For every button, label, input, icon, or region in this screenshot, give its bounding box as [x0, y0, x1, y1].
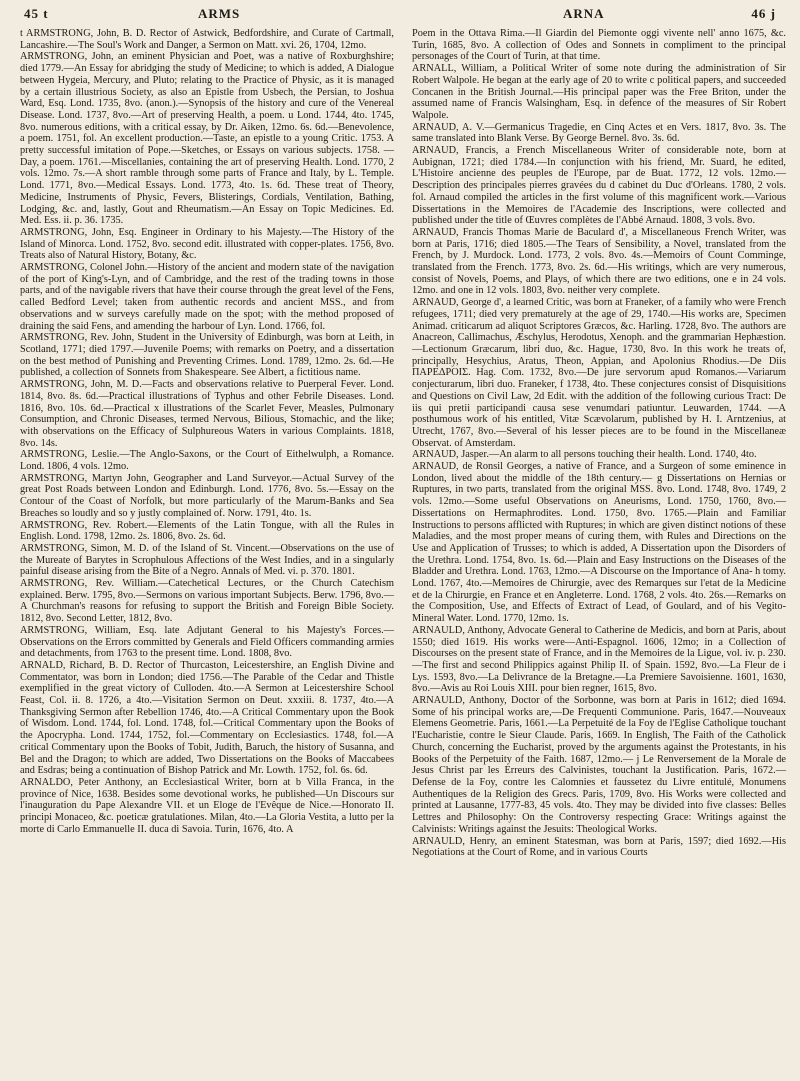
- left-column: [20, 28, 394, 836]
- entry-armstrong-colonel-john: ARMSTRONG, Colonel John.—History of the ancient and modern state of the navigation of the port of King's-Lyn, and of Cambridge, and the rest of the trading towns in those parts, and of the navigable rivers that have their course through the great level of the Fens, called Bedford Level; taken from authentic records and ancient MSS., and from observations and w surveys carefully made on the spot; with the method proposed of draining the said Fens, and amending the harbour of Lyn. Lond. 1766, fol.: [20, 262, 394, 332]
- entry-arnaldo-continued: Poem in the Ottava Rima.—Il Giardin del Piemonte oggi vivente nell' anno 1675, &c. Turin, 1685, 8vo. A collection of Odes and Sonnets in compliment to the principal personages of the Court of Turin, at that time.: [412, 28, 786, 63]
- entry-armstrong-simon: ARMSTRONG, Simon, M. D. of the Island of St. Vincent.—Observations on the use of the Mureate of Barytes in Scrophulous Affections of the West Indies, and in a singularly painful disease arising from the Bite of a Negro. Annals of Med. vi. p. 370. 1801.: [20, 542, 394, 578]
- entry-arnauld-henry: ARNAULD, Henry, an eminent Statesman, was born at Paris, 1597; died 1692.—His Negotiations at the Court of Rome, and in various Courts: [412, 835, 786, 859]
- entry-armstrong-rev-john: ARMSTRONG, Rev. John, Student in the University of Edinburgh, was born at Leith, in Scotland, 1771; died 1797.—Juvenile Poems; with remarks on Poetry, and a dissertation on the best method of Punishing and Preventing Crimes. Lond. 1789, 12mo. 2s. 6d.—He published, a collection of Sonnets from Shakespeare. See Albert, a fictitious name.: [20, 332, 394, 379]
- entry-arnald-richard: ARNALD, Richard, B. D. Rector of Thurcaston, Leicestershire, an English Divine and Commentator, was born in London; died 1756.—The Parable of the Cedar and Thistle exemplified in the great victory of Culloden. 4to.—A Sermon at Leicestershire School Feast, Col. ii. 8. 1726, a 4to.—Visitation Sermon on Deut. xxxiii. 8. 1737, 4to.—A Thanksgiving Sermon after Rebellion 1746, 4to.—A Critical Commentary upon the Book of Wisdom. Lond. 1744, fol. Lond. 1748, fol.—Critical Commentary upon the Books of the Apocrypha. Lond. 1744, 1752, fol.—Commentary on Ecclesiastics. 1748, fol.—A critical Commentary upon the Books of Tobit, Judith, Baruch, the history of Susanna, and Bel and the Dragon; to which are added, Two Dissertations on the Books of Maccabees and Esdras; being a continuation of Bishop Patrick and Mr. Lowth. 1752, fol. 6s. 6d.: [20, 659, 394, 777]
- entry-arnauld-anthony-advocate: ARNAULD, Anthony, Advocate General to Catherine de Medicis, and born at Paris, about 1550; died 1619. His works were—Anti-Espagnol. 1606, 12mo; in a Collection of Discourses on the present state of France, and in the Memoires de la Ligue, vol. iv. p. 230.—The first and second Philippics against Philip II. of Spain. 1592, 8vo.—La Fleur de i Lys. 1593, 8vo.—La Delivrance de la Bretagne.—La Premiere Savoisienne. 1601, 1630, 8vo.—Avis au Roi Louis XIII. pour bien regner, 1615, 8vo.: [412, 624, 786, 695]
- entry-armstrong-john-physician: ARMSTRONG, John, an eminent Physician and Poet, was a native of Roxburghshire; died 1779.—An Essay for abridging the study of Medicine; to which is added, A Dialogue between Hygeia, Mercury, and Pluto; relating to the Practice of Physic, as it is managed by a certain illustrious Society, as also an Epistle from Usbech, the Persian, to Joshua Ward, Esq. Lond. 1735, 8vo. (anon.).—Synopsis of the history and cure of the Venereal Disease. Lond. 1737, 8vo.—Art of preserving Health, a poem. u Lond. 1744, 4to. 1745, 8vo. numerous editions, with a critical essay, by Dr. Aiken, 12mo. 6s. 6d.—Benevolence, a poem. 1751, fol. An excellent production.—Taste, an epistle to a young Critic. 1753. A pretty successful imitation of Pope.—Sketches, or Essays on various subjects. 1758. —Day, a poem. 1761.—Miscellanies, containing the art of preserving Health. Lond. 1770, 2 vols. 12mo. 7s.—A short ramble through some parts of France and Italy, by L. Temple. Lond. 1771, 8vo.—Medical Essays. Lond. 1773, 4to. 1s. 6d. These treat of Theory, Medicine, Instruments of Physic, Fevers, Blisterings, Cordials, Ventilation, Bathing, Lodging, &c. and, lastly, Gout and Rheumatism.—An Essay on Topic Medicines. Ed. Med. Ess. ii. p. 36. 1735.: [20, 51, 394, 227]
- text-columns: [20, 28, 786, 1081]
- entry-armstrong-william-esq: ARMSTRONG, William, Esq. late Adjutant General to his Majesty's Forces.—Observations on the Errors committed by Generals and Field Officers commanding armies and detachments, from 1763 to the present time. Lond. 1808, 8vo.: [20, 624, 394, 660]
- entry-arnaud-ronsil: ARNAUD, de Ronsil Georges, a native of France, and a Surgeon of some eminence in London, lived about the middle of the 18th century.— g Dissertations on Hernias or Ruptures, in two parts, translated from the original MSS. 8vo. Lond. 1748, 8vo. 1749, 2 vols. 12mo.—Some useful Observations on Aneurisms, Lond. 1750, 1760, 8vo.—Dissertations on Hermaphrodites. Lond. 1750, 8vo. 1765.—Plain and Familiar Instructions to persons afflicted with Ruptures; in which are given distinct notions of these Maladies, and the most proper means of curing them, with Rules and Directions on the Use and Application of Trusses; to which is added, A Dissertation upon the Disorders of the Urethra. Lond. 1754, 8vo. 1s. 6d.—Plain and Easy Instructions on the Diseases of the Bladder and Urethra. Lond. 1763, 12mo.—A Discourse on the Importance of Ana- h tomy. Lond. 1767, 4to.—Memoires de Chirurgie, avec des Remarques sur l'etat de la Medicine et de la Chirurgie, en France et en Angleterre. Lond. 1768, 2 vols. 4to. 26s.—Remarks on the Composition, Use, and Effects of Extract of Lead, of Goulard, and of his Vegito-Mineral Water. Lond. 1770, 12mo. 1s.: [412, 461, 786, 625]
- entry-arnaud-jasper: ARNAUD, Jasper.—An alarm to all persons touching their health. Lond. 1740, 4to.: [412, 449, 757, 461]
- entry-arnaldo-peter-anthony: ARNALDO, Peter Anthony, an Ecclesiastical Writer, born at b Villa Franca, in the province of Nice, 1638. Besides some devotional works, he published—Un Discours sur l'inauguration du Pape Alexandre VII. et un Eloge de l'Evêque de Nice.—Honorato II. principi Monaceo, &c. poeticæ gratulationes. Milan, 4to.—La Gloria Vestita, a lutto per la morte di Carlo Emmanuelle II. duca di Savoia. Turin, 1676, 4to. A: [20, 777, 394, 835]
- entry-armstrong-martyn-john: ARMSTRONG, Martyn John, Geographer and Land Surveyor.—Actual Survey of the great Post Roads between London and Edinburgh. Lond. 1776, 8vo. 5s.—Essay on the Contour of the Coast of Norfolk, but more particularly of the Marum-Banks and Sea Breaches so loudly and so y justly complained of. Norw. 1791, 4to. 1s.: [20, 472, 394, 519]
- entry-armstrong-john-engineer: ARMSTRONG, John, Esq. Engineer in Ordinary to his Majesty.—The History of the Island of Minorca. Lond. 1752, 8vo. second edit. illustrated with copper-plates. 1756, 8vo. Treats also of Natural History, Botany, &c.: [20, 226, 394, 262]
- entry-arnaud-av: ARNAUD, A. V.—Germanicus Tragedie, en Cinq Actes et en Vers. 1817, 8vo. 3s. The same translated into Blank Verse. By George Bernel. 8vo. 3s. 6d.: [412, 121, 786, 145]
- page-number-left: 45 t: [24, 6, 49, 21]
- running-head-left: ARMS: [198, 6, 241, 21]
- running-header: [18, 6, 782, 26]
- entry-armstrong-rev-william: ARMSTRONG, Rev. William.—Catechetical Lectures, or the Church Catechism explained. Berw. 1795, 8vo.—Sermons on various important Subjects. Berw. 1796, 8vo.—A Churchman's reasons for refusing to support the British and Foreign Bible Society. 1812, 8vo. Second Letter, 1812, 8vo.: [20, 578, 394, 625]
- running-head-right: ARNA: [563, 6, 605, 21]
- entry-armstrong-john-md: ARMSTRONG, John, M. D.—Facts and observations relative to Puerperal Fever. Lond. 1814, 8vo. 8s. 6d.—Practical illustrations of Typhus and other Febrile Diseases. Lond. 1816, 8vo. 10s. 6d.—Practical x illustrations of the Scarlet Fever, Measles, Pulmonary Consumption, and Chronic Diseases, termed Nervous, Bilious, Stomachic, and the like; with observations on the Efficacy of Sulphureous Waters in various Complaints. 1818, 8vo. 14s.: [20, 379, 394, 449]
- entry-arnaud-francis: ARNAUD, Francis, a French Miscellaneous Writer of considerable note, born at Aubignan, 1721; died 1784.—In conjunction with his friend, Mr. Suard, he edited, L'Histoire ancienne des peuples de l'Europe, par de Buat. 1772, 12 vols. 12mo.—Description des principales pierres gravées du d cabinet du Duc d'Orleans. 1780, 2 vols. fol. Arnaud compiled the articles in the first volume of this magnificent work.—Various Dissertations in the Memoires de l'Academie des Inscriptions, were collected and published under the title of Œuvres complètes de l'Abbé Arnaud. 1808, 3 vols. 8vo.: [412, 145, 786, 227]
- entry-arnaud-george: ARNAUD, George d', a learned Critic, was born at Franeker, of a family who were French refugees, 1711; died very prematurely at the age of 29, 1740.—His works are, Specimen Animad. criticarum ad aliquot Scriptores Græcos, &c. Harling. 1728, 8vo. The authors are Anacreon, Callimachus, Æschylus, Herodotus, Xenoph. and the grammarian Hephæstion.—Lectionum Græcarum, libri duo, &c. Hague, 1730, 8vo. In this work he treats of, principally, Hesychius, Aratus, Theon, Appian, and Apolonius Rhodius.—De Diis ΠΑΡΕΔΡΟΙΣ. Hag. Com. 1732, 8vo.—De jure servorum apud Romanos.—Variarum conjecturarum, libri duo. Franeker, f 1738, 4to. These conjectures consist of Disquisitions and Questions on Civil Law, 2d Edit. with the addition of the following curious Tract: De iis qui pretii participandi causa sese venumdari patiuntur. Leuwarden, 1744. —A posthumous work of his entitled, Vitæ Scævolarum, published by H. I. Arntzenius, at Utrecht, 1767, 8vo.—Several of his lesser pieces are to be found in the Miscellaneæ Observat. of Amsterdam.: [412, 297, 786, 449]
- entry-armstrong-rev-robert: ARMSTRONG, Rev. Robert.—Elements of the Latin Tongue, with all the Rules in English. Lond. 1798, 12mo. 2s. 1806, 8vo. 2s. 6d.: [20, 519, 394, 543]
- right-column: [412, 28, 786, 859]
- entry-arnauld-anthony-sorbonne: ARNAULD, Anthony, Doctor of the Sorbonne, was born at Paris in 1612; died 1694. Some of his principal works are,—De Frequenti Communione. Paris, 1647.—Nouveaux Elemens Geometrie. Paris, 1661.—La Perpetuité de la Foy de l'Eglise Catholique touchant l'Eucharistie, contre le Sieur Claude. Paris, 1669. In English, The Faith of the Catholick Church, concerning the Eucharist, proved by the arguments against the Protestants, in his Books of the Perpetuity of the Faith. 1687, 12mo.— j Le Renversement de la Morale de Jesus Christ par les Erreurs des Calvinistes, touchant la Justification. Paris, 1672.—Defense de la Foy, contre les Calomnies et faussetez du Livre entitulé, Monumens Authentiques de la Religion des Grecs. Paris, 1709, 8vo. His Works were collected and printed at Lausanne, 1777-83, 45 vols. 4to. They may be divided into five classes: Belles Lettres and Philosophy: On the Controversy respecting Grace: Writings against the Calvinists: Writings against the Jesuits: Theological Works.: [412, 695, 786, 835]
- entry-armstrong-john-bd: t ARMSTRONG, John, B. D. Rector of Astwick, Bedfordshire, and Curate of Cartmall, Lancashire.—The Soul's Work and Danger, a Sermon on Matt. xvi. 26, 1704, 12mo.: [20, 28, 394, 51]
- page-number-right: 46 j: [751, 6, 776, 21]
- entry-armstrong-leslie: ARMSTRONG, Leslie.—The Anglo-Saxons, or the Court of Eithelwulph, a Romance. Lond. 1806, 4 vols. 12mo.: [20, 449, 394, 473]
- entry-arnall-william: ARNALL, William, a Political Writer of some note during the administration of Sir Robert Walpole. He began at the early age of 20 to write c political papers, and succeeded Concanen in the British Journal.—His principal paper was the Free Briton, under the assumed name of Francis Walsingham, Esq. in defence of the measures of Sir Robert Walpole.: [412, 63, 786, 121]
- entry-arnaud-baculard: ARNAUD, Francis Thomas Marie de Baculard d', a Miscellaneous French Writer, was born at Paris, 1716; died 1805.—The Tears of Sensibility, a Novel, translated from the French, by J. Murdock. Lond. 1773, 2 vols. 8vo. 4s.—Memoirs of Count Comminge, translated from the French. 1773, 8vo. 2s. 6d.—His writings, which are very numerous, consist of Novels, Poems, and Plays, of which there are two editions, one e in 24 vols. 12mo. and one in 12 vols. 1803, 8vo. neither very complete.: [412, 226, 786, 297]
